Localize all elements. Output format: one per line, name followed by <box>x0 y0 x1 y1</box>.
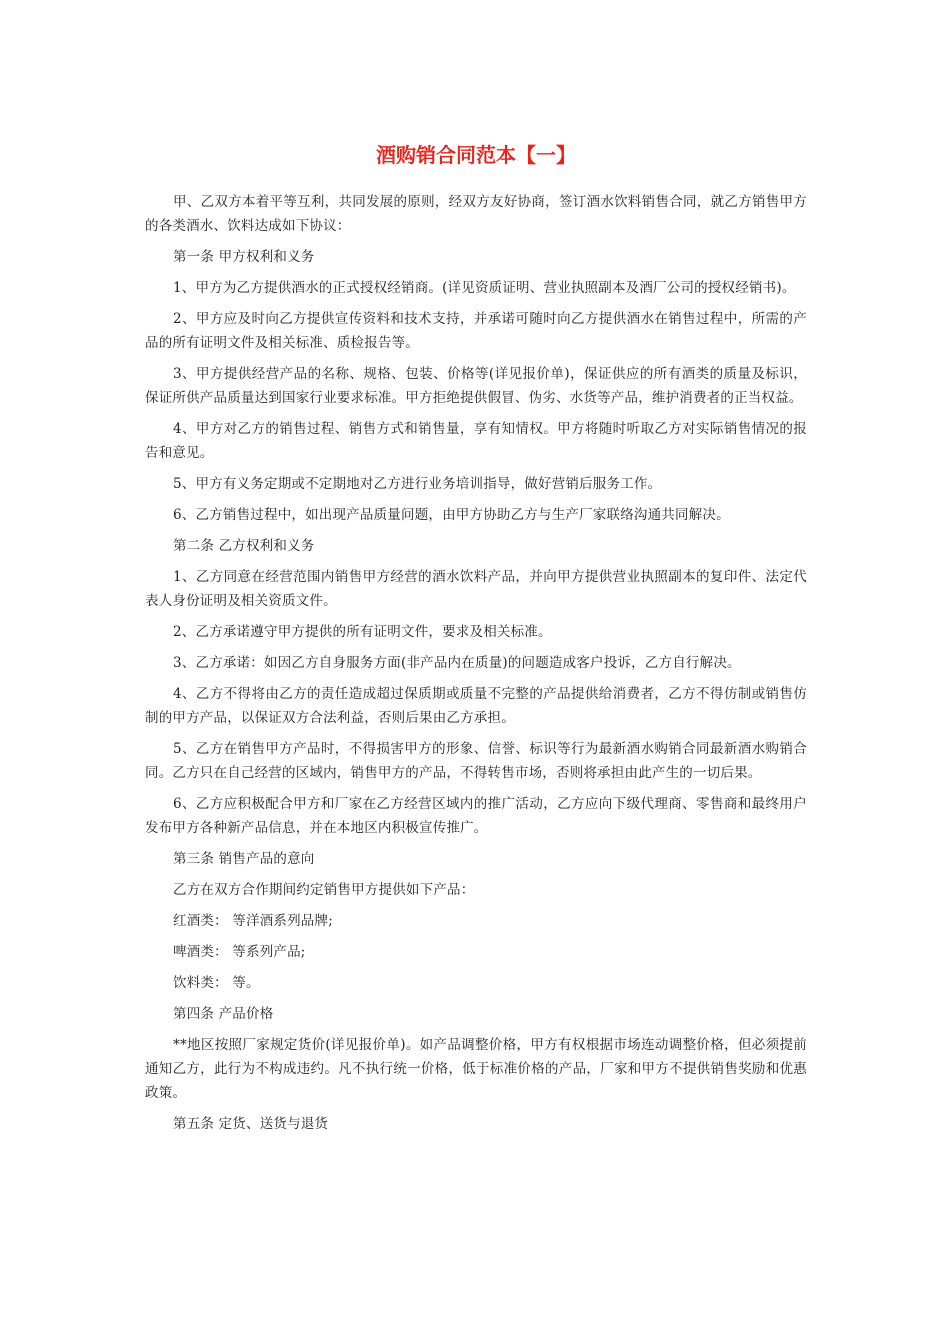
product-beverage: 饮料类： 等。 <box>173 975 260 991</box>
article-2-clause-6: 6、乙方应积极配合甲方和厂家在乙方经营区域内的推广活动，乙方应向下级代理商、零售商和最终用户发布甲方各种新产品信息，并在本地区内积极宣传推广。 <box>145 796 807 836</box>
article-1-clause-2: 2、甲方应及时向乙方提供宣传资料和技术支持，并承诺可随时向乙方提供酒水在销售过程中，所需的产品的所有证明文件及相关标准、质检报告等。 <box>145 311 807 351</box>
product-wine: 红酒类： 等洋酒系列品牌; <box>173 913 333 929</box>
article-2-clause-5: 5、乙方在销售甲方产品时，不得损害甲方的形象、信誉、标识等行为最新酒水购销合同最新酒水购销合同。乙方只在自己经营的区域内，销售甲方的产品，不得转售市场，否则将承担由此产生的一切后果。 <box>145 741 807 781</box>
article-1-clause-6: 6、乙方销售过程中，如出现产品质量问题，由甲方协助乙方与生产厂家联络沟通共同解决。 <box>173 507 730 523</box>
article-1-clause-1: 1、甲方为乙方提供酒水的正式授权经销商。(详见资质证明、营业执照副本及酒厂公司的授权经销书)。 <box>173 280 796 296</box>
article-1-clause-3: 3、甲方提供经营产品的名称、规格、包装、价格等(详见报价单)，保证供应的所有酒类的质量及标识，保证所供产品质量达到国家行业要求标准。甲方拒绝提供假冒、伪劣、水货等产品，维护消费者的正当权益。 <box>145 366 807 406</box>
article-1-clause-5: 5、甲方有义务定期或不定期地对乙方进行业务培训指导，做好营销后服务工作。 <box>173 476 662 492</box>
article-3-intro: 乙方在双方合作期间约定销售甲方提供如下产品： <box>173 882 475 898</box>
article-5-heading: 第五条 定货、送货与退货 <box>173 1116 329 1132</box>
document-body <box>145 190 807 1136</box>
article-2-clause-4: 4、乙方不得将由乙方的责任造成超过保质期或质量不完整的产品提供给消费者，乙方不得仿制或销售仿制的甲方产品，以保证双方合法利益，否则后果由乙方承担。 <box>145 686 807 726</box>
article-4-heading: 第四条 产品价格 <box>173 1006 274 1022</box>
article-4-body: **地区按照厂家规定货价(详见报价单)。如产品调整价格，甲方有权根据市场连动调整价格，但必须提前通知乙方，此行为不构成违约。凡不执行统一价格，低于标准价格的产品，厂家和甲方不提供销售奖励和优惠政策。 <box>145 1037 807 1101</box>
article-2-clause-1: 1、乙方同意在经营范围内销售甲方经营的酒水饮料产品，并向甲方提供营业执照副本的复印件、法定代表人身份证明及相关资质文件。 <box>145 569 807 609</box>
document-title: 酒购销合同范本【一】 <box>376 143 576 167</box>
article-2-clause-2: 2、乙方承诺遵守甲方提供的所有证明文件，要求及相关标准。 <box>173 624 552 640</box>
article-1-heading: 第一条 甲方权利和义务 <box>173 249 315 265</box>
product-beer: 啤酒类： 等系列产品; <box>173 944 306 960</box>
article-1-clause-4: 4、甲方对乙方的销售过程、销售方式和销售量，享有知情权。甲方将随时听取乙方对实际销售情况的报告和意见。 <box>145 421 807 461</box>
document-page <box>145 140 807 1143</box>
article-2-heading: 第二条 乙方权利和义务 <box>173 538 315 554</box>
intro-paragraph: 甲、乙双方本着平等互利，共同发展的原则，经双方友好协商，签订酒水饮料销售合同，就乙方销售甲方的各类酒水、饮料达成如下协议： <box>145 194 807 234</box>
article-2-clause-3: 3、乙方承诺：如因乙方自身服务方面(非产品内在质量)的问题造成客户投诉，乙方自行解决。 <box>173 655 741 671</box>
article-3-heading: 第三条 销售产品的意向 <box>173 851 315 867</box>
